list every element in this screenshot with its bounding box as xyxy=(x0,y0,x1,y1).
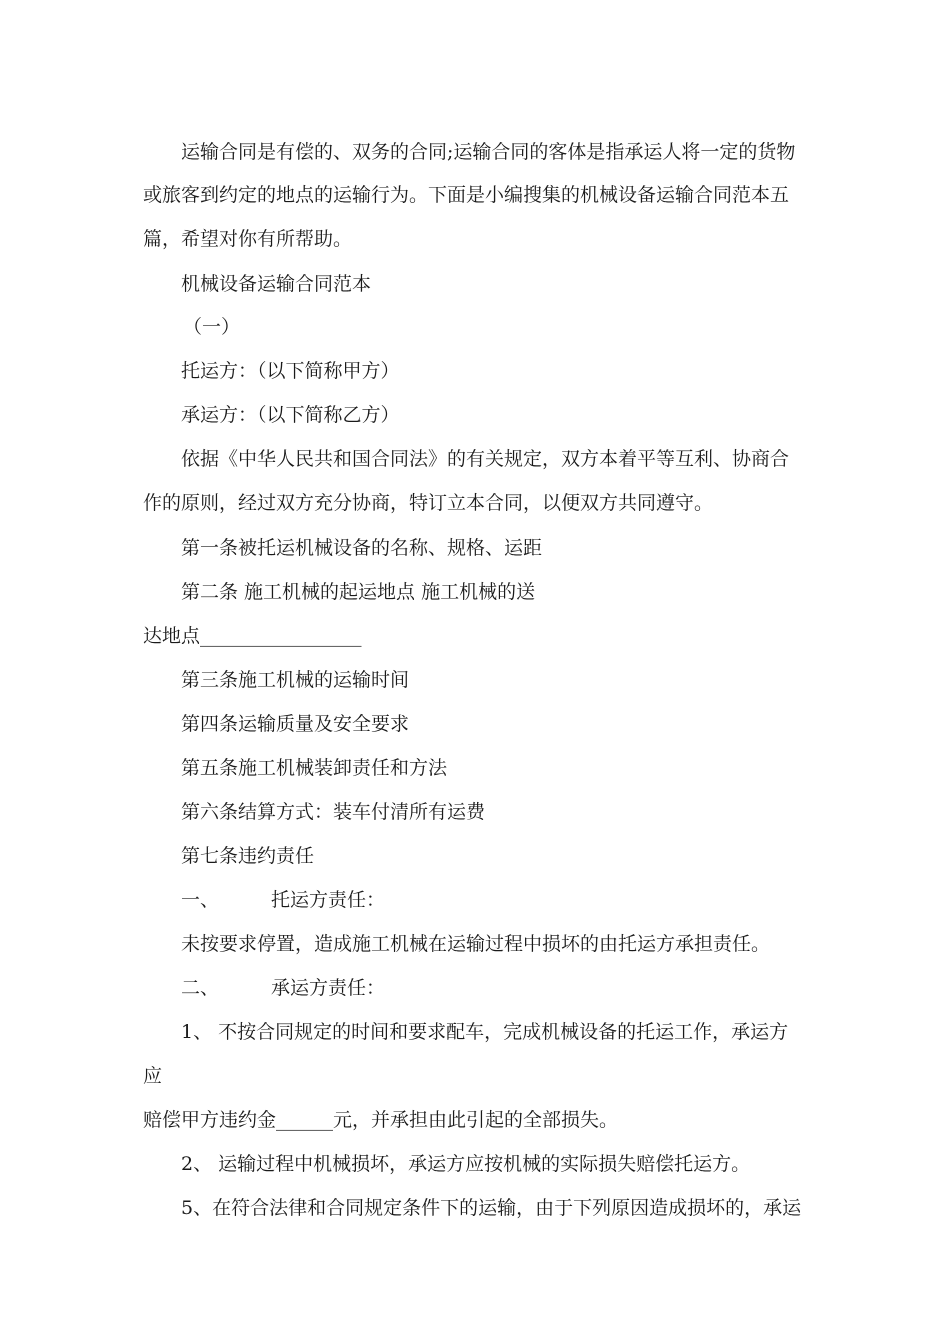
item-1-line-1: 1、 不按合同规定的时间和要求配车，完成机械设备的托运工作，承运方 xyxy=(181,1021,789,1043)
contract-heading: 机械设备运输合同范本 xyxy=(181,273,372,295)
item-1-line-3: 赔偿甲方违约金______元，并承担由此引起的全部损失。 xyxy=(143,1109,619,1131)
shipper-line: 托运方：（以下简称甲方） xyxy=(181,360,400,382)
intro-line-1: 运输合同是有偿的、双务的合同;运输合同的客体是指承运人将一定的货物 xyxy=(181,141,796,163)
item-2: 2、 运输过程中机械损坏，承运方应按机械的实际损失赔偿托运方。 xyxy=(181,1153,751,1175)
article-1: 第一条被托运机械设备的名称、规格、运距 xyxy=(181,537,543,559)
intro-line-3: 篇，希望对你有所帮助。 xyxy=(143,228,353,250)
item-1-line-2: 应 xyxy=(143,1065,163,1087)
basis-line-1: 依据《中华人民共和国合同法》的有关规定，双方本着平等互利、协商合 xyxy=(181,448,790,470)
article-4: 第四条运输质量及安全要求 xyxy=(181,713,410,735)
article-7: 第七条违约责任 xyxy=(181,845,315,867)
section-1-text: 未按要求停置，造成施工机械在运输过程中损坏的由托运方承担责任。 xyxy=(181,933,771,955)
article-5: 第五条施工机械装卸责任和方法 xyxy=(181,757,448,779)
section-2-title: 承运方责任： xyxy=(271,977,386,999)
basis-line-2: 作的原则，经过双方充分协商，特订立本合同，以便双方共同遵守。 xyxy=(143,492,714,514)
carrier-line: 承运方：（以下简称乙方） xyxy=(181,404,400,426)
section-2-heading xyxy=(181,974,385,1002)
contract-number: （一） xyxy=(183,316,241,338)
section-2-number: 二、 xyxy=(181,977,220,999)
section-1-heading xyxy=(181,886,385,914)
section-1-number: 一、 xyxy=(181,889,220,911)
item-5: 5、在符合法律和合同规定条件下的运输，由于下列原因造成损坏的，承运 xyxy=(181,1197,802,1219)
article-3: 第三条施工机械的运输时间 xyxy=(181,669,410,691)
section-1-title: 托运方责任： xyxy=(271,889,386,911)
article-2-line-2: 达地点_________________ xyxy=(143,625,362,647)
intro-line-2: 或旅客到约定的地点的运输行为。下面是小编搜集的机械设备运输合同范本五 xyxy=(143,184,790,206)
article-6: 第六条结算方式：装车付清所有运费 xyxy=(181,801,486,823)
article-2-line-1: 第二条 施工机械的起运地点 施工机械的送 xyxy=(181,581,536,603)
